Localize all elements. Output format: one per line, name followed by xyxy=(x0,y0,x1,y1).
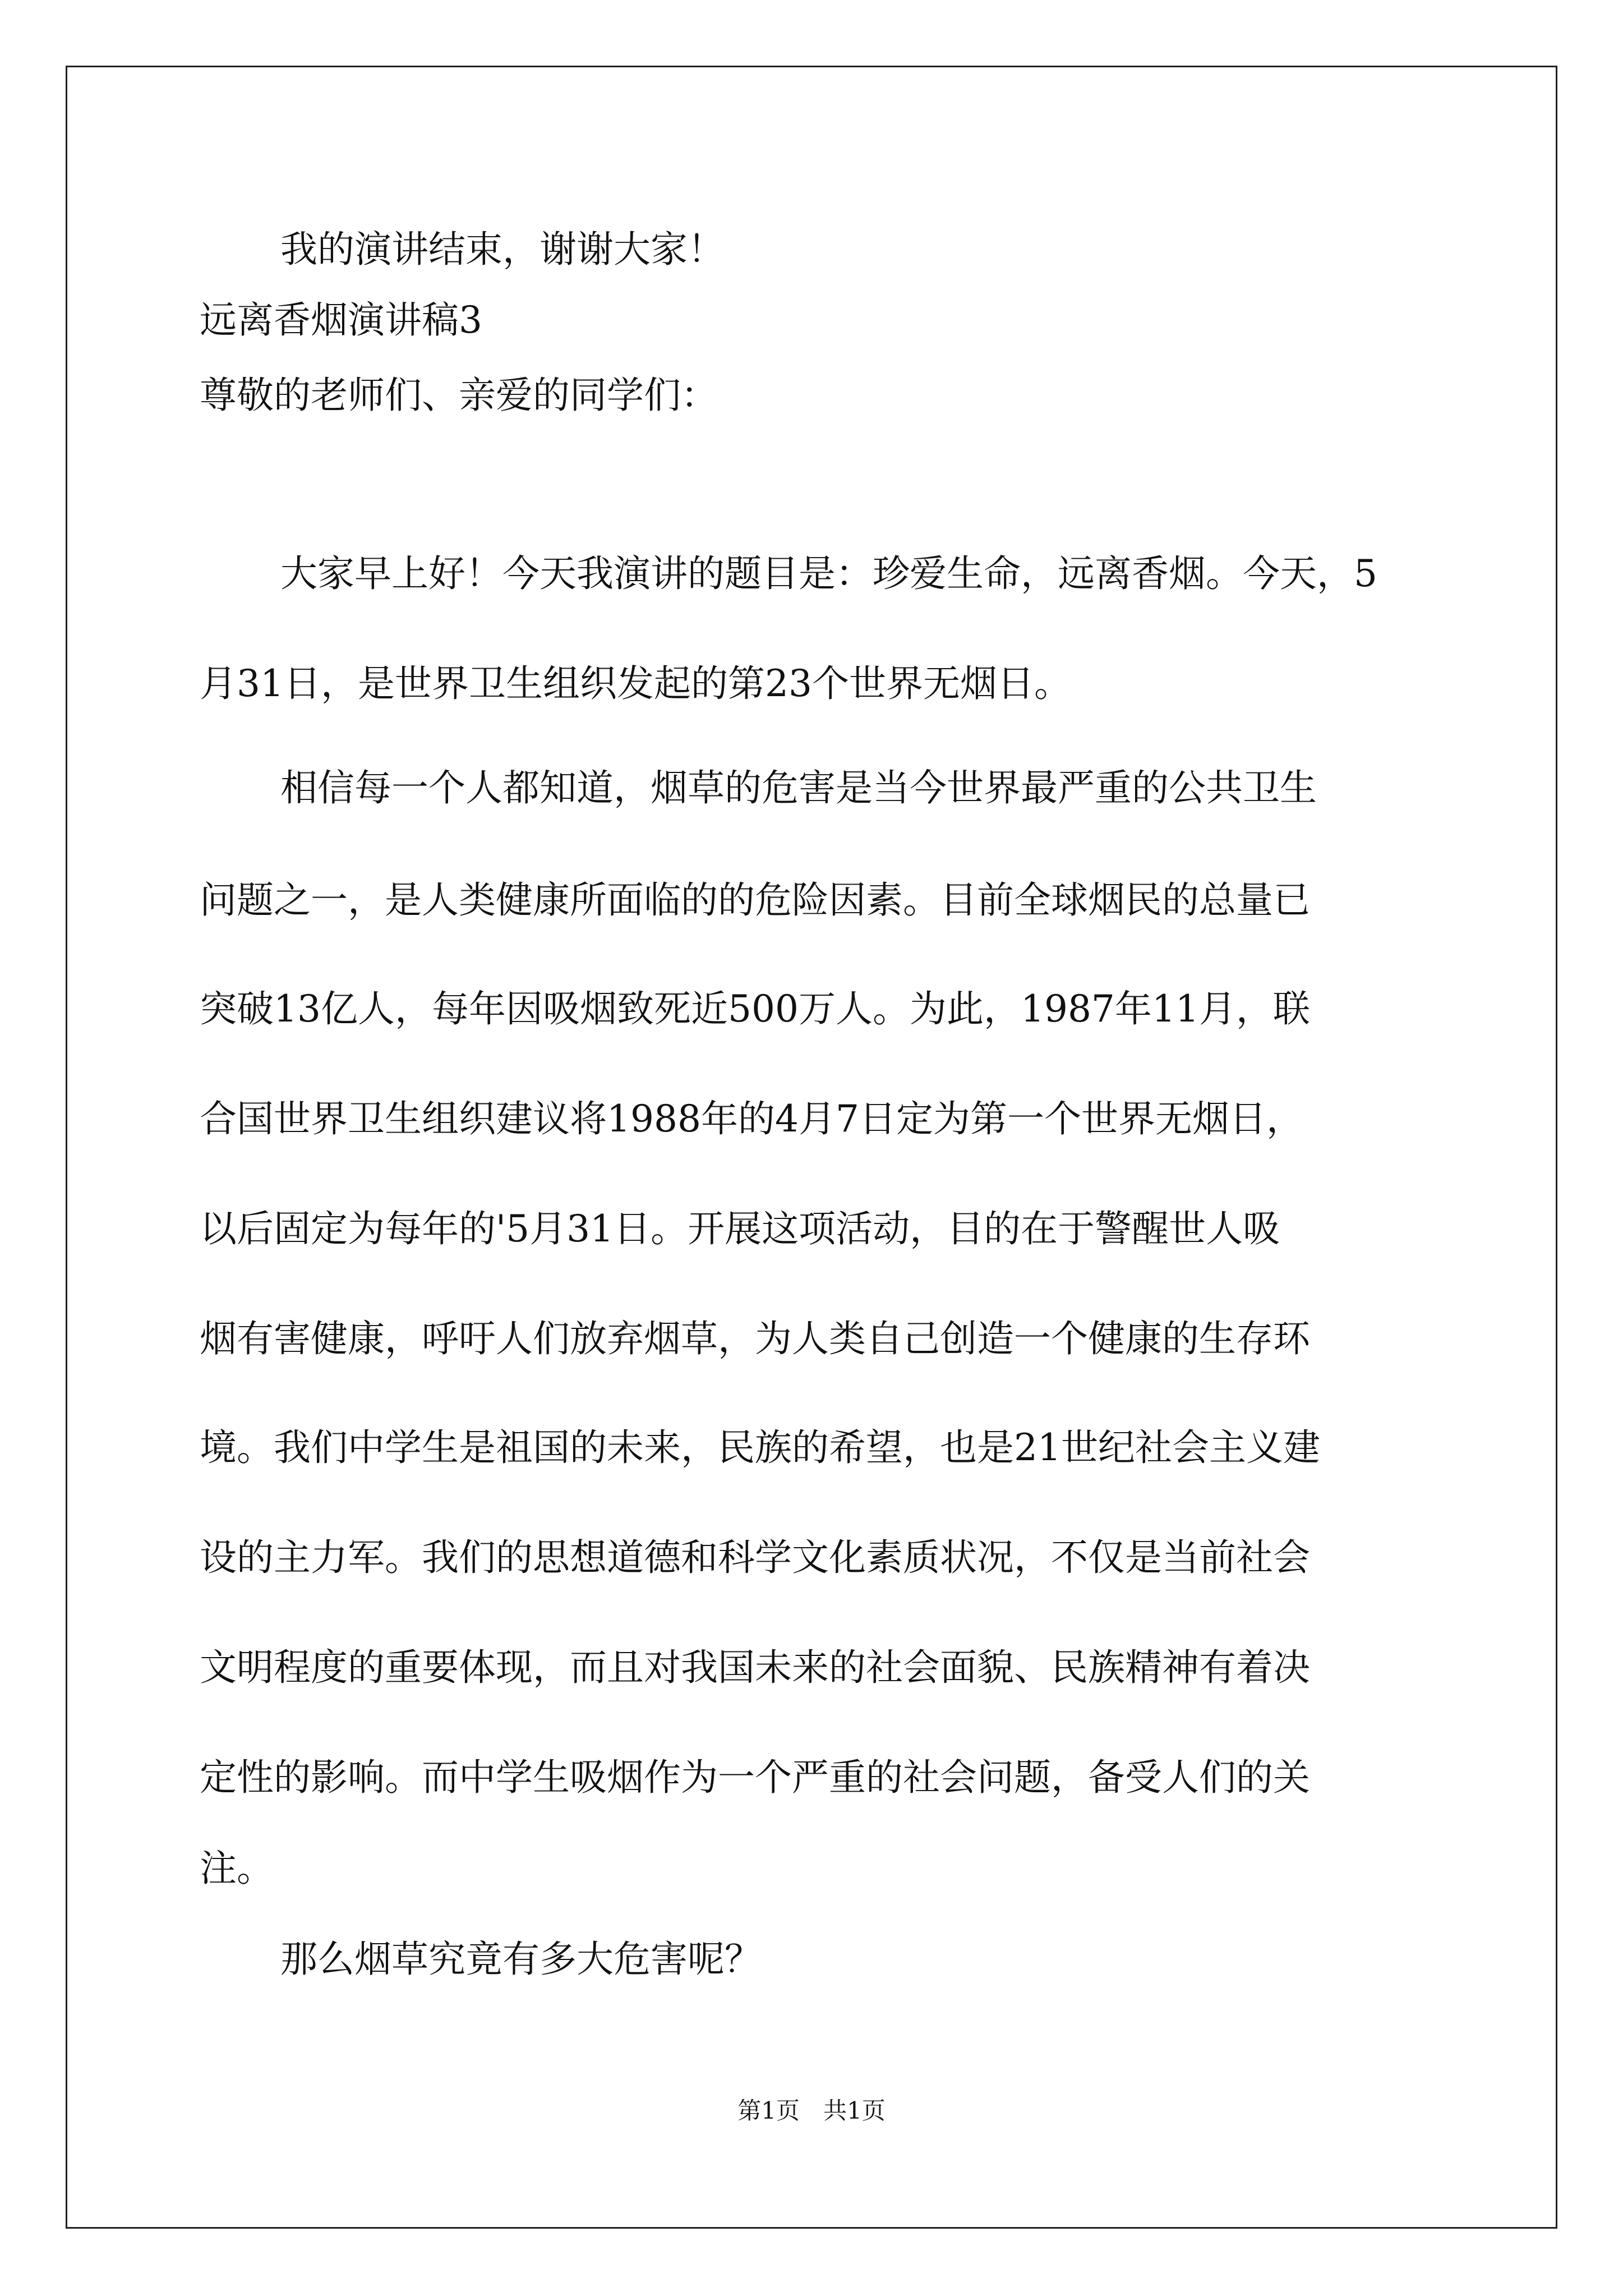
section-title: 远离香烟演讲稿3 xyxy=(200,298,482,342)
paragraph-2-line-7: 境。我们中学生是祖国的未来，民族的希望，也是21世纪社会主义建 xyxy=(200,1426,1320,1469)
paragraph-2-line-3: 突破13亿人，每年因吸烟致死近500万人。为此，1987年11月，联 xyxy=(200,987,1310,1030)
salutation: 尊敬的老师们、亲爱的同学们： xyxy=(200,374,718,417)
paragraph-2-line-2: 问题之一，是人类健康所面临的的危险因素。目前全球烟民的总量已 xyxy=(200,878,1310,922)
paragraph-2-line-11: 注。 xyxy=(200,1847,274,1890)
paragraph-1-line-1: 大家早上好！今天我演讲的题目是：珍爱生命，远离香烟。今天，5 xyxy=(280,552,1377,595)
paragraph-1-line-2: 月31日，是世界卫生组织发起的第23个世界无烟日。 xyxy=(200,662,1071,705)
paragraph-2-line-4: 合国世界卫生组织建议将1988年的4月7日定为第一个世界无烟日， xyxy=(200,1097,1303,1140)
paragraph-2-line-6: 烟有害健康，呼吁人们放弃烟草，为人类自己创造一个健康的生存环 xyxy=(200,1317,1310,1360)
paragraph-2-line-8: 设的主力军。我们的思想道德和科学文化素质状况，不仅是当前社会 xyxy=(200,1536,1310,1579)
paragraph-2-line-1: 相信每一个人都知道，烟草的危害是当今世界最严重的公共卫生 xyxy=(280,766,1317,809)
page-number-footer: 第1页 共1页 xyxy=(737,2097,886,2124)
paragraph-2-line-5: 以后固定为每年的'5月31日。开展这项活动，目的在于警醒世人吸 xyxy=(200,1207,1280,1250)
paragraph-2-line-10: 定性的影响。而中学生吸烟作为一个严重的社会问题，备受人们的关 xyxy=(200,1756,1310,1799)
closing-line: 我的演讲结束，谢谢大家！ xyxy=(280,228,725,271)
paragraph-3-line-1: 那么烟草究竟有多大危害呢？ xyxy=(280,1938,762,1981)
paragraph-2-line-9: 文明程度的重要体现，而且对我国未来的社会面貌、民族精神有着决 xyxy=(200,1646,1310,1689)
